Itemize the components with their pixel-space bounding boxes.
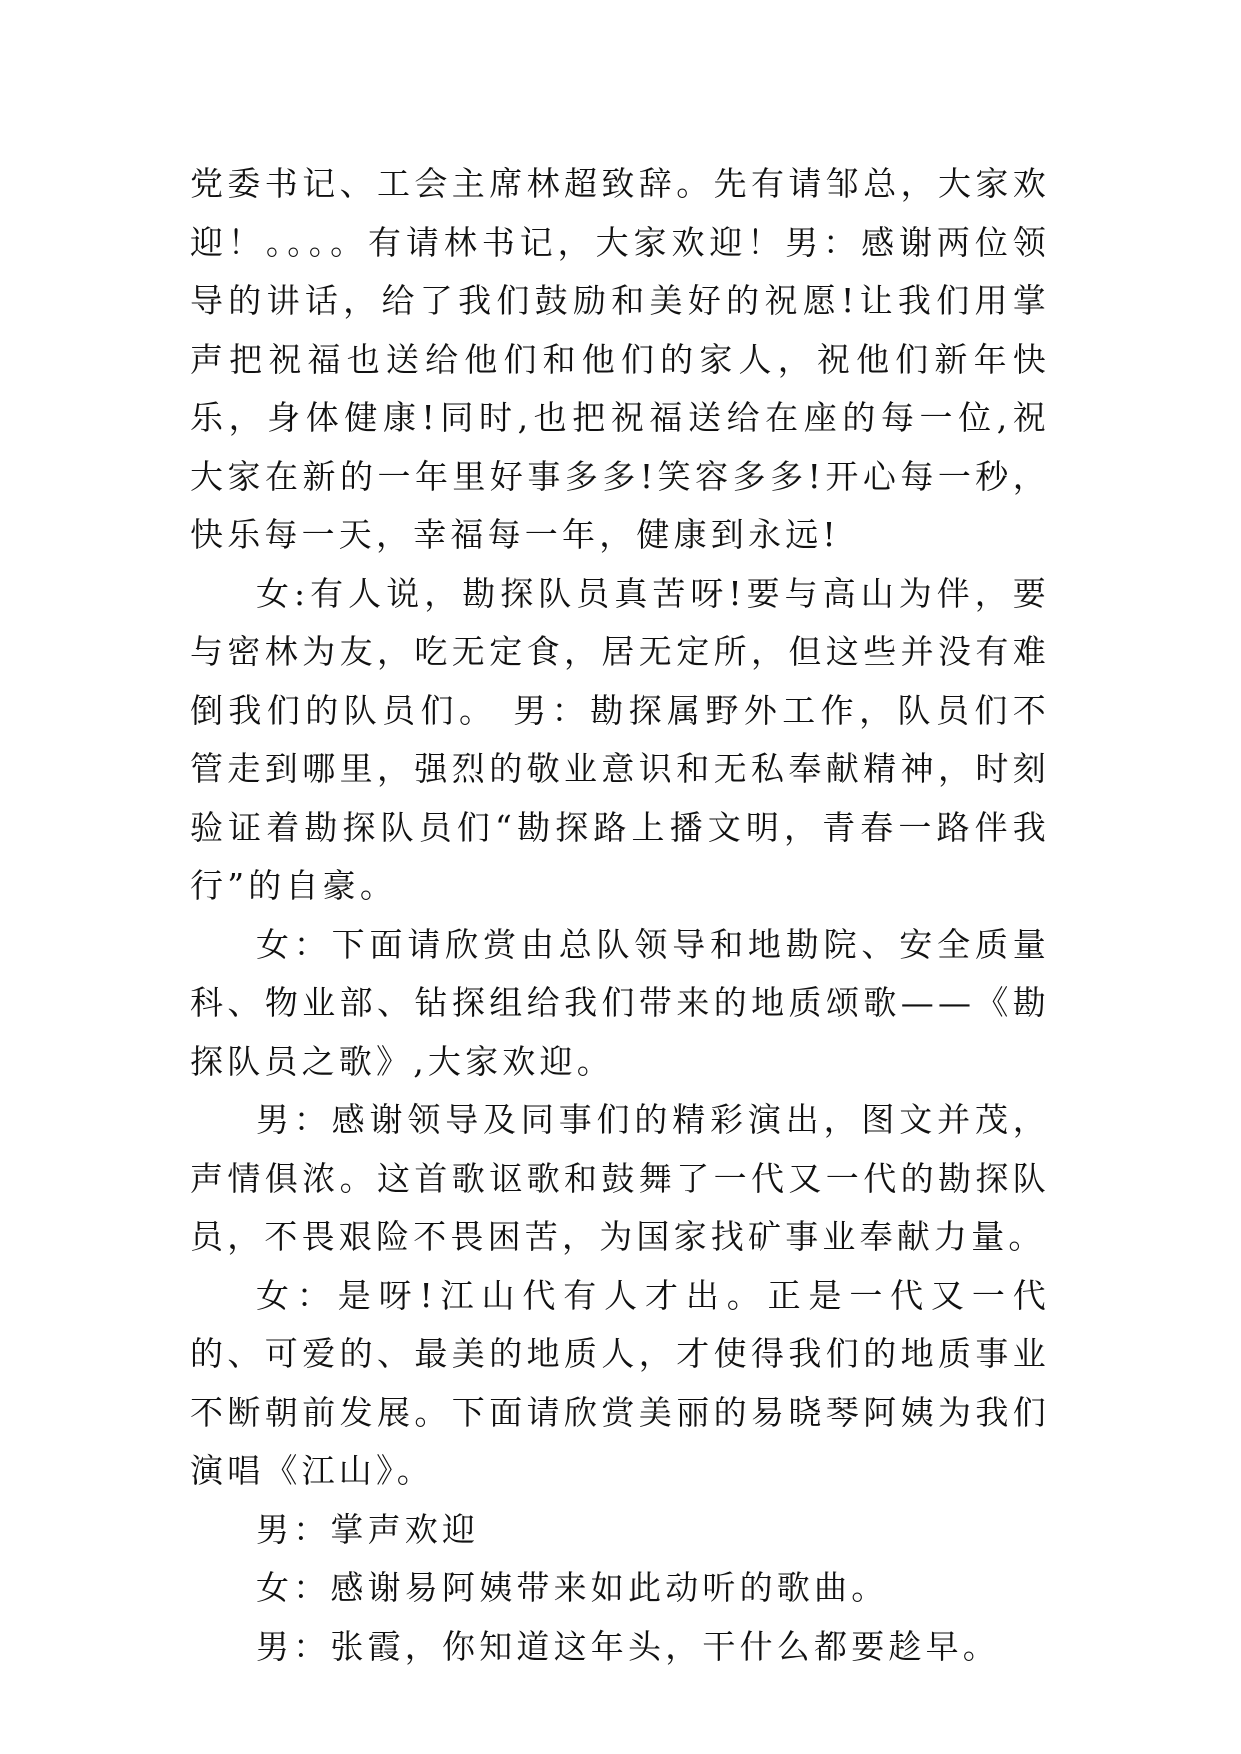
paragraph-final-line: 男：张霞，你知道这年头，干什么都要趁早。 (256, 1626, 1000, 1666)
paragraph-exploration-team: 女:有人说，勘探队员真苦呀!要与高山为伴，要与密林为友，吃无定食，居无定所，但这些并没有难倒我们的队员们。 男：勘探属野外工作，队员们不管走到哪里，强烈的敬业意识和无私奉献精神，时刻验证着勘探队员们“勘探路上播文明，青春一路伴我行”的自豪。 (190, 573, 1050, 905)
paragraph-jiangshan-introduction: 女：是呀!江山代有人才出。正是一代又一代的、可爱的、最美的地质人，才使得我们的地质事业不断朝前发展。下面请欣赏美丽的易晓琴阿姨为我们演唱《江山》。 (190, 1275, 1050, 1490)
paragraph-applause: 男：掌声欢迎 (256, 1509, 480, 1549)
paragraph-song-introduction: 女：下面请欣赏由总队领导和地勘院、安全质量科、物业部、钻探组给我们带来的地质颂歌——《勘探队员之歌》,大家欢迎。 (190, 924, 1050, 1081)
paragraph-performance-thanks: 男：感谢领导及同事们的精彩演出，图文并茂，声情俱浓。这首歌讴歌和鼓舞了一代又一代的勘探队员，不畏艰险不畏困苦，为国家找矿事业奉献力量。 (190, 1100, 1050, 1256)
paragraph-song-thanks: 女：感谢易阿姨带来如此动听的歌曲。 (256, 1568, 889, 1607)
paragraph-continued-remarks: 党委书记、工会主席林超致辞。先有请邹总，大家欢迎！。。。。有请林书记，大家欢迎！男：感谢两位领导的讲话，给了我们鼓励和美好的祝愿!让我们用掌声把祝福也送给他们和他们的家人，祝他们新年快乐，身体健康!同时,也把祝福送给在座的每一位,祝大家在新的一年里好事多多!笑容多多!开心每一秒，快乐每一天，幸福每一年，健康到永远! (190, 164, 1050, 554)
document-body (190, 155, 1050, 1676)
